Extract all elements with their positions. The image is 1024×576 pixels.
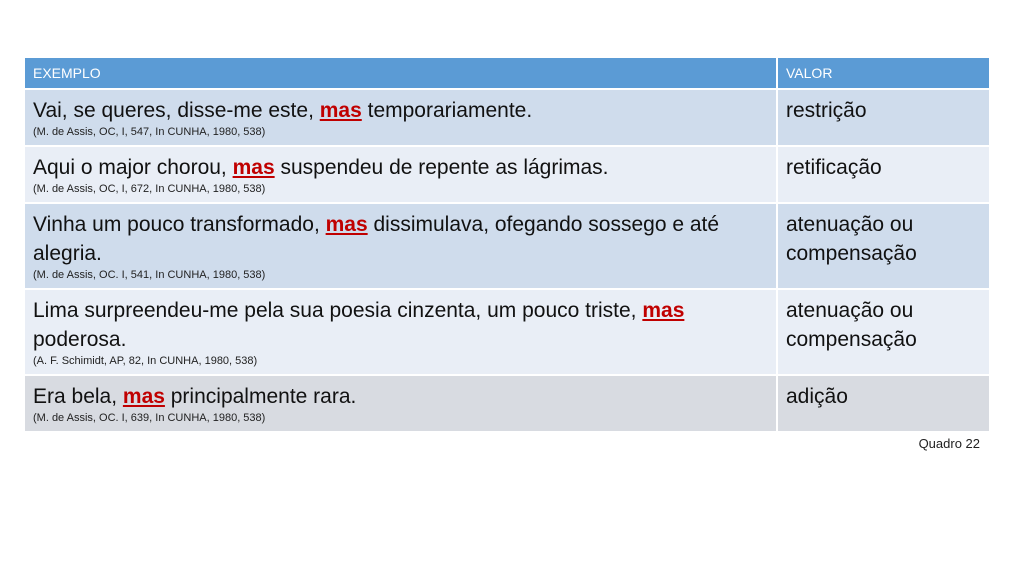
value-text: atenuação ou compensação [786,299,917,351]
example-cell [25,89,777,146]
example-sentence: Era bela, mas principalmente rara. [33,385,357,408]
citation: (M. de Assis, OC. I, 639, In CUNHA, 1980, 538) [33,412,266,424]
table-row [25,289,990,375]
value-cell [777,375,990,431]
example-cell [25,146,777,203]
example-cell [25,289,777,375]
keyword-mas: mas [232,156,275,179]
header-value: VALOR [777,58,990,89]
citation: (M. de Assis, OC, I, 672, In CUNHA, 1980, 538) [33,183,266,195]
table-row [25,89,990,146]
example-cell [25,375,777,431]
table-row [25,203,990,289]
example-cell [25,203,777,289]
keyword-mas: mas [122,385,165,408]
table-row [25,375,990,431]
examples-table [25,58,991,431]
table-header [25,58,990,89]
keyword-mas: mas [642,299,685,322]
value-cell [777,203,990,289]
example-sentence: Lima surpreendeu-me pela sua poesia cinzenta, um pouco triste, mas poderosa. [33,299,685,351]
header-example: EXEMPLO [25,58,777,89]
example-sentence: Vinha um pouco transformado, mas dissimulava, ofegando sossego e até alegria. [33,213,720,265]
value-cell [777,146,990,203]
value-cell [777,289,990,375]
keyword-mas: mas [319,99,362,122]
keyword-mas: mas [325,213,368,236]
value-text: restrição [786,99,867,122]
citation: (A. F. Schimidt, AP, 82, In CUNHA, 1980, 538) [33,355,258,367]
example-sentence: Vai, se queres, disse-me este, mas temporariamente. [33,99,533,122]
value-cell [777,89,990,146]
value-text: retificação [786,156,882,179]
citation: (M. de Assis, OC. I, 541, In CUNHA, 1980, 538) [33,269,266,281]
value-text: atenuação ou compensação [786,213,917,265]
value-text: adição [786,385,848,408]
table-row [25,146,990,203]
example-sentence: Aqui o major chorou, mas suspendeu de repente as lágrimas. [33,156,609,179]
citation: (M. de Assis, OC, I, 547, In CUNHA, 1980, 538) [33,126,266,138]
caption: Quadro 22 [918,436,980,451]
